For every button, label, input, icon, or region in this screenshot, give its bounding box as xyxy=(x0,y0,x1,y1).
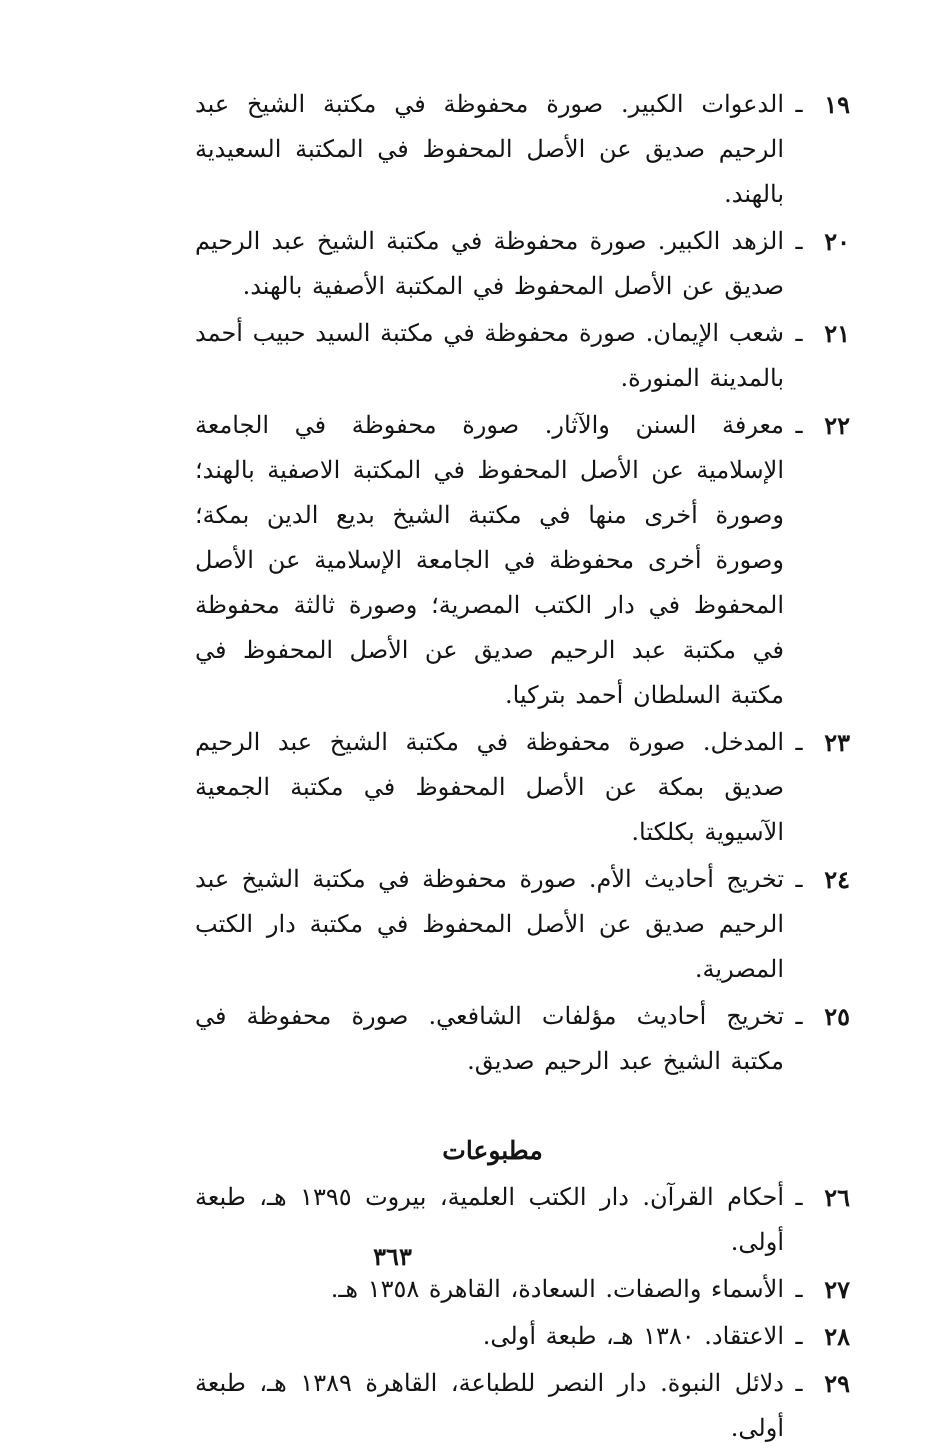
bibliography-entry xyxy=(195,403,850,718)
entry-text: تخريج أحاديث الأم. صورة محفوظة في مكتبة الشيخ عبد الرحيم صديق عن الأصل المحفوظ في مكتبة دار الكتب المصرية. xyxy=(195,865,784,983)
entry-number: ٢١ xyxy=(824,319,850,348)
entry-number: ٢٣ xyxy=(824,728,850,757)
entry-number: ٢٢ xyxy=(824,411,850,440)
bibliography-entry xyxy=(195,1314,850,1359)
bibliography-entry xyxy=(195,1361,850,1451)
entry-dash: ـ xyxy=(795,728,803,756)
bibliography-entry xyxy=(195,311,850,401)
bibliography-entry xyxy=(195,1267,850,1312)
page-number: ٣٦٣ xyxy=(373,1242,412,1271)
entry-number: ٢٥ xyxy=(824,1002,850,1031)
entry-text: المدخل. صورة محفوظة في مكتبة الشيخ عبد الرحيم صديق بمكة عن الأصل المحفوظ في مكتبة الجمعية الآسيوية بكلكتا. xyxy=(195,728,784,846)
entry-dash: ـ xyxy=(795,1322,803,1350)
entry-number: ١٩ xyxy=(824,90,850,119)
entry-text: أحكام القرآن. دار الكتب العلمية، بيروت ١٣٩٥ هـ، طبعة أولى. xyxy=(195,1183,784,1256)
entry-number: ٢٦ xyxy=(824,1183,850,1212)
entry-dash: ـ xyxy=(795,865,803,893)
entry-dash: ـ xyxy=(795,1369,803,1397)
entry-number: ٢٩ xyxy=(824,1369,850,1398)
manuscripts-list xyxy=(195,82,850,1084)
entry-dash: ـ xyxy=(795,1183,803,1211)
bibliography-entry xyxy=(195,219,850,309)
entry-text: تخريج أحاديث مؤلفات الشافعي. صورة محفوظة في مكتبة الشيخ عبد الرحيم صديق. xyxy=(195,1002,784,1075)
entry-text: شعب الإيمان. صورة محفوظة في مكتبة السيد حبيب أحمد بالمدينة المنورة. xyxy=(195,319,784,392)
entry-dash: ـ xyxy=(795,90,803,118)
entry-text: دلائل النبوة. دار النصر للطباعة، القاهرة ١٣٨٩ هـ، طبعة أولى. xyxy=(195,1369,784,1442)
entry-text: الزهد الكبير. صورة محفوظة في مكتبة الشيخ عبد الرحيم صديق عن الأصل المحفوظ في المكتبة الأصفية بالهند. xyxy=(195,227,784,300)
bibliography-entry xyxy=(195,720,850,855)
bibliography-entry xyxy=(195,82,850,217)
entry-number: ٢٤ xyxy=(824,865,850,894)
entry-text: الاعتقاد. ١٣٨٠ هـ، طبعة أولى. xyxy=(482,1322,784,1350)
entry-dash: ـ xyxy=(795,411,803,439)
entry-dash: ـ xyxy=(795,1002,803,1030)
entry-dash: ـ xyxy=(795,1275,803,1303)
section-heading: مطبوعات xyxy=(442,1136,543,1165)
entry-number: ٢٨ xyxy=(824,1322,850,1351)
entry-number: ٢٧ xyxy=(824,1275,850,1304)
entry-text: الأسماء والصفات. السعادة، القاهرة ١٣٥٨ هـ. xyxy=(330,1275,784,1303)
bibliography-entry xyxy=(195,857,850,992)
printed-list xyxy=(195,1175,850,1451)
entry-dash: ـ xyxy=(795,227,803,255)
entry-text: الدعوات الكبير. صورة محفوظة في مكتبة الشيخ عبد الرحيم صديق عن الأصل المحفوظ في المكتبة السعيدية بالهند. xyxy=(195,90,784,208)
bibliography-entry xyxy=(195,994,850,1084)
entry-text: معرفة السنن والآثار. صورة محفوظة في الجامعة الإسلامية عن الأصل المحفوظ في المكتبة الاصفية بالهند؛ وصورة أخرى منها في مكتبة الشيخ بديع الدين بمكة؛ وصورة أخرى محفوظة في الجامعة الإسلامية عن الأصل المحفوظ في دار الكتب المصرية؛ وصورة ثالثة محفوظة في مكتبة عبد الرحيم صديق عن الأصل المحفوظ في مكتبة السلطان أحمد بتركيا. xyxy=(195,411,784,709)
entry-dash: ـ xyxy=(795,319,803,347)
entry-number: ٢٠ xyxy=(824,227,850,256)
